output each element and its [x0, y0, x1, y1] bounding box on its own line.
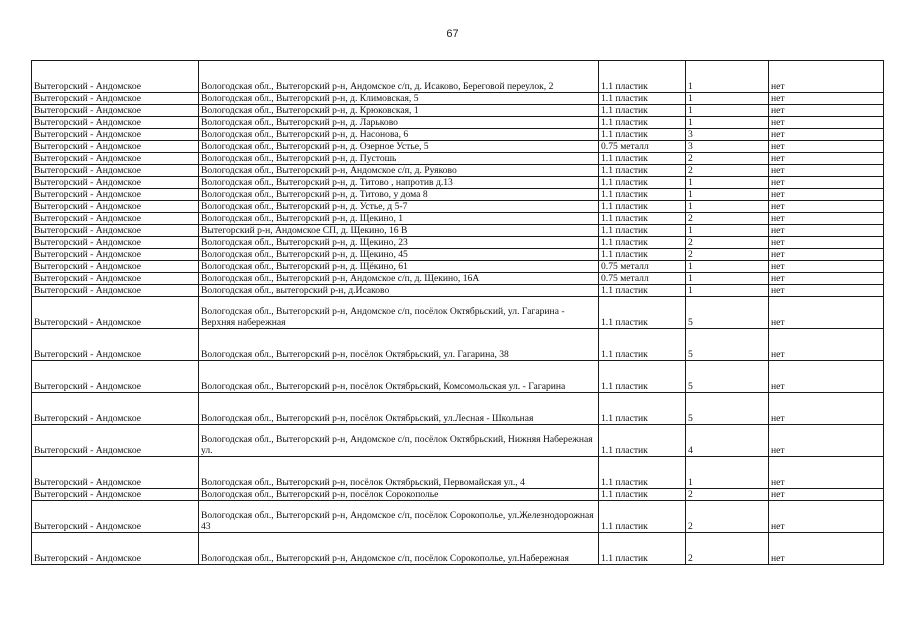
container-type-cell: 1.1 пластик — [599, 189, 686, 201]
container-type-cell: 1.1 пластик — [599, 61, 686, 93]
table-row — [32, 261, 884, 273]
note-cell: нет — [769, 213, 884, 225]
address-cell: Вологодская обл., Вытегорский р-н, д. Насонова, 6 — [199, 129, 599, 141]
district-cell: Вытегорский - Андомское — [32, 285, 199, 297]
district-cell: Вытегорский - Андомское — [32, 153, 199, 165]
page-number: 67 — [446, 28, 459, 40]
note-cell: нет — [769, 177, 884, 189]
district-cell: Вытегорский - Андомское — [32, 61, 199, 93]
table-row — [32, 249, 884, 261]
container-type-cell: 1.1 пластик — [599, 457, 686, 489]
table-row — [32, 393, 884, 425]
container-count-cell: 3 — [686, 141, 769, 153]
table-row — [32, 533, 884, 565]
address-cell: Вологодская обл., Вытегорский р-н, посёлок Октябрьский, Первомайская ул., 4 — [199, 457, 599, 489]
container-type-cell: 0.75 металл — [599, 141, 686, 153]
container-type-cell: 1.1 пластик — [599, 117, 686, 129]
district-cell: Вытегорский - Андомское — [32, 105, 199, 117]
container-type-cell: 0.75 металл — [599, 261, 686, 273]
note-cell: нет — [769, 501, 884, 533]
container-type-cell: 1.1 пластик — [599, 361, 686, 393]
table-row — [32, 361, 884, 393]
note-cell: нет — [769, 61, 884, 93]
container-type-cell: 1.1 пластик — [599, 489, 686, 501]
address-cell: Вологодская обл., Вытегорский р-н, д. Устье, д 5-7 — [199, 201, 599, 213]
table-row — [32, 213, 884, 225]
district-cell: Вытегорский - Андомское — [32, 297, 199, 329]
table-row — [32, 117, 884, 129]
district-cell: Вытегорский - Андомское — [32, 201, 199, 213]
container-count-cell: 3 — [686, 129, 769, 141]
container-count-cell: 1 — [686, 61, 769, 93]
district-cell: Вытегорский - Андомское — [32, 501, 199, 533]
container-count-cell: 5 — [686, 393, 769, 425]
address-cell: Вытегорский р-н, Андомское СП, д. Щекино, 16 В — [199, 225, 599, 237]
district-cell: Вытегорский - Андомское — [32, 141, 199, 153]
table-body — [32, 61, 884, 565]
district-cell: Вытегорский - Андомское — [32, 261, 199, 273]
container-count-cell: 4 — [686, 425, 769, 457]
table-row — [32, 105, 884, 117]
note-cell: нет — [769, 225, 884, 237]
container-count-cell: 2 — [686, 153, 769, 165]
table-row — [32, 501, 884, 533]
address-cell: Вологодская обл., Вытегорский р-н, д. Щёкино, 61 — [199, 261, 599, 273]
container-type-cell: 1.1 пластик — [599, 165, 686, 177]
address-cell: Вологодская обл., Вытегорский р-н, д. Крюковская, 1 — [199, 105, 599, 117]
container-type-cell: 1.1 пластик — [599, 105, 686, 117]
address-cell: Вологодская обл., Вытегорский р-н, Андомское с/п, посёлок Сорокополье, ул.Набережная — [199, 533, 599, 565]
district-cell: Вытегорский - Андомское — [32, 225, 199, 237]
district-cell: Вытегорский - Андомское — [32, 237, 199, 249]
note-cell: нет — [769, 425, 884, 457]
address-cell: Вологодская обл., вытегорский р-н, д.Исаково — [199, 285, 599, 297]
district-cell: Вытегорский - Андомское — [32, 329, 199, 361]
note-cell: нет — [769, 393, 884, 425]
note-cell: нет — [769, 153, 884, 165]
district-cell: Вытегорский - Андомское — [32, 165, 199, 177]
container-count-cell: 2 — [686, 237, 769, 249]
address-cell: Вологодская обл., Вытегорский р-н, Андомское с/п, д. Исаково, Береговой переулок, 2 — [199, 61, 599, 93]
table-row — [32, 273, 884, 285]
district-cell: Вытегорский - Андомское — [32, 189, 199, 201]
container-count-cell: 1 — [686, 105, 769, 117]
address-cell: Вологодская обл., Вытегорский р-н, Андомское с/п, посёлок Сорокополье, ул.Железнодорожная 43 — [199, 501, 599, 533]
container-count-cell: 1 — [686, 177, 769, 189]
district-cell: Вытегорский - Андомское — [32, 273, 199, 285]
container-count-cell: 1 — [686, 457, 769, 489]
address-cell: Вологодская обл., Вытегорский р-н, д. Щекино, 45 — [199, 249, 599, 261]
note-cell: нет — [769, 117, 884, 129]
container-count-cell: 2 — [686, 213, 769, 225]
note-cell: нет — [769, 297, 884, 329]
container-count-cell: 5 — [686, 329, 769, 361]
district-cell: Вытегорский - Андомское — [32, 93, 199, 105]
container-type-cell: 1.1 пластик — [599, 129, 686, 141]
district-cell: Вытегорский - Андомское — [32, 533, 199, 565]
note-cell: нет — [769, 129, 884, 141]
table-row — [32, 165, 884, 177]
note-cell: нет — [769, 457, 884, 489]
address-cell: Вологодская обл., Вытегорский р-н, д. Щекино, 1 — [199, 213, 599, 225]
table-row — [32, 425, 884, 457]
table-row — [32, 489, 884, 501]
container-type-cell: 1.1 пластик — [599, 93, 686, 105]
container-type-cell: 1.1 пластик — [599, 329, 686, 361]
table-row — [32, 457, 884, 489]
container-count-cell: 1 — [686, 273, 769, 285]
table-row — [32, 237, 884, 249]
address-cell: Вологодская обл., Вытегорский р-н, д. Климовская, 5 — [199, 93, 599, 105]
table-row — [32, 93, 884, 105]
note-cell: нет — [769, 261, 884, 273]
address-cell: Вологодская обл., Вытегорский р-н, Андомское с/п, д. Руяково — [199, 165, 599, 177]
container-type-cell: 1.1 пластик — [599, 249, 686, 261]
container-count-cell: 1 — [686, 117, 769, 129]
address-cell: Вологодская обл., Вытегорский р-н, посёлок Октябрьский, Комсомольская ул. - Гагарина — [199, 361, 599, 393]
container-count-cell: 2 — [686, 533, 769, 565]
container-type-cell: 1.1 пластик — [599, 237, 686, 249]
container-type-cell: 1.1 пластик — [599, 425, 686, 457]
table-row — [32, 189, 884, 201]
container-type-cell: 1.1 пластик — [599, 501, 686, 533]
note-cell: нет — [769, 189, 884, 201]
table-row — [32, 177, 884, 189]
district-cell: Вытегорский - Андомское — [32, 129, 199, 141]
container-count-cell: 5 — [686, 297, 769, 329]
address-cell: Вологодская обл., Вытегорский р-н, посёлок Октябрьский, ул. Гагарина, 38 — [199, 329, 599, 361]
district-cell: Вытегорский - Андомское — [32, 457, 199, 489]
note-cell: нет — [769, 141, 884, 153]
container-type-cell: 1.1 пластик — [599, 297, 686, 329]
address-cell: Вологодская обл., Вытегорский р-н, посёлок Сорокополье — [199, 489, 599, 501]
district-cell: Вытегорский - Андомское — [32, 249, 199, 261]
container-type-cell: 1.1 пластик — [599, 153, 686, 165]
table-row — [32, 61, 884, 93]
note-cell: нет — [769, 201, 884, 213]
district-cell: Вытегорский - Андомское — [32, 393, 199, 425]
note-cell: нет — [769, 273, 884, 285]
note-cell: нет — [769, 329, 884, 361]
note-cell: нет — [769, 249, 884, 261]
address-cell: Вологодская обл., Вытегорский р-н, Андомское с/п, посёлок Октябрьский, Нижняя Набережная ул. — [199, 425, 599, 457]
container-type-cell: 1.1 пластик — [599, 213, 686, 225]
container-type-cell: 1.1 пластик — [599, 177, 686, 189]
district-cell: Вытегорский - Андомское — [32, 361, 199, 393]
container-type-cell: 0.75 металл — [599, 273, 686, 285]
address-cell: Вологодская обл., Вытегорский р-н, д. Ларьково — [199, 117, 599, 129]
address-cell: Вологодская обл., Вытегорский р-н, посёлок Октябрьский, ул.Лесная - Школьная — [199, 393, 599, 425]
container-count-cell: 5 — [686, 361, 769, 393]
container-count-cell: 1 — [686, 261, 769, 273]
note-cell: нет — [769, 285, 884, 297]
container-count-cell: 1 — [686, 93, 769, 105]
district-cell: Вытегорский - Андомское — [32, 177, 199, 189]
container-count-cell: 2 — [686, 489, 769, 501]
address-cell: Вологодская обл., Вытегорский р-н, д. Титово, у дома 8 — [199, 189, 599, 201]
table-row — [32, 141, 884, 153]
note-cell: нет — [769, 361, 884, 393]
table-row — [32, 297, 884, 329]
container-count-cell: 1 — [686, 201, 769, 213]
container-type-cell: 1.1 пластик — [599, 393, 686, 425]
table-row — [32, 201, 884, 213]
address-cell: Вологодская обл., Вытегорский р-н, д. Пустошь — [199, 153, 599, 165]
container-count-cell: 1 — [686, 285, 769, 297]
container-count-cell: 2 — [686, 501, 769, 533]
address-cell: Вологодская обл., Вытегорский р-н, д. Титово , напротив д.13 — [199, 177, 599, 189]
container-count-cell: 2 — [686, 249, 769, 261]
container-type-cell: 1.1 пластик — [599, 285, 686, 297]
district-cell: Вытегорский - Андомское — [32, 117, 199, 129]
table-row — [32, 329, 884, 361]
table-row — [32, 129, 884, 141]
note-cell: нет — [769, 165, 884, 177]
container-count-cell: 2 — [686, 165, 769, 177]
district-cell: Вытегорский - Андомское — [32, 213, 199, 225]
address-cell: Вологодская обл., Вытегорский р-н, д. Озерное Устье, 5 — [199, 141, 599, 153]
note-cell: нет — [769, 489, 884, 501]
note-cell: нет — [769, 533, 884, 565]
district-cell: Вытегорский - Андомское — [32, 425, 199, 457]
address-cell: Вологодская обл., Вытегорский р-н, Андомское с/п, посёлок Октябрьский, ул. Гагарина - Верхняя набережная — [199, 297, 599, 329]
address-cell: Вологодская обл., Вытегорский р-н, д. Щекино, 23 — [199, 237, 599, 249]
table-row — [32, 153, 884, 165]
table-row — [32, 225, 884, 237]
container-count-cell: 1 — [686, 189, 769, 201]
note-cell: нет — [769, 93, 884, 105]
note-cell: нет — [769, 105, 884, 117]
container-type-cell: 1.1 пластик — [599, 225, 686, 237]
container-sites-table — [31, 60, 884, 565]
address-cell: Вологодская обл., Вытегорский р-н, Андомское с/п, д. Щекино, 16А — [199, 273, 599, 285]
container-type-cell: 1.1 пластик — [599, 533, 686, 565]
table-row — [32, 285, 884, 297]
container-count-cell: 1 — [686, 225, 769, 237]
district-cell: Вытегорский - Андомское — [32, 489, 199, 501]
note-cell: нет — [769, 237, 884, 249]
container-type-cell: 1.1 пластик — [599, 201, 686, 213]
